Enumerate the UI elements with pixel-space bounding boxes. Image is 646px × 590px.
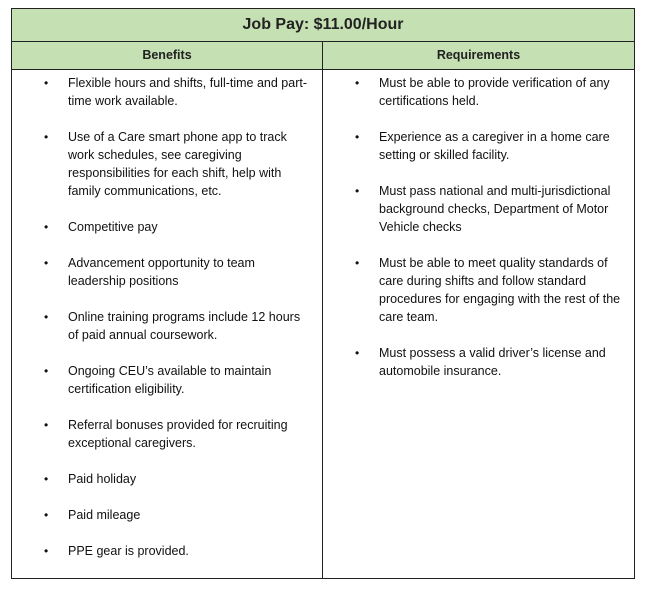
requirement-item-text: Must possess a valid driver’s license and automobile insurance. [379, 346, 606, 378]
bullet-icon: • [44, 310, 49, 324]
requirement-item-text: Must be able to provide verification of any certifications held. [379, 76, 610, 108]
benefit-item [12, 542, 310, 560]
benefit-item [12, 416, 310, 452]
job-table [11, 8, 635, 579]
bullet-icon: • [44, 256, 49, 270]
benefit-item-text: Flexible hours and shifts, full-time and part-time work available. [68, 76, 307, 108]
bullet-icon: • [355, 256, 360, 270]
requirements-cell [323, 70, 634, 578]
benefit-item-text: Advancement opportunity to team leadership positions [68, 256, 255, 288]
bullet-icon: • [44, 544, 49, 558]
job-pay-title-text: Job Pay: $11.00/Hour [242, 15, 404, 33]
benefit-item [12, 362, 310, 398]
benefit-item-text: Use of a Care smart phone app to track work schedules, see caregiving responsibilities for each shift, help with family communications, etc. [68, 130, 287, 198]
benefit-item-text: Referral bonuses provided for recruiting exceptional caregivers. [68, 418, 288, 450]
benefit-item [12, 470, 310, 488]
requirement-item [323, 74, 622, 110]
requirements-header: Requirements [436, 48, 521, 63]
benefit-item-text: Online training programs include 12 hours of paid annual coursework. [68, 310, 301, 342]
benefit-item-text: Paid holiday [68, 472, 137, 486]
benefit-item-text: Ongoing CEU’s available to maintain certification eligibility. [68, 364, 272, 396]
bullet-icon: • [44, 418, 49, 432]
benefit-item [12, 308, 310, 344]
benefit-item [12, 128, 310, 200]
bullet-icon: • [44, 130, 49, 144]
benefits-list [12, 70, 322, 560]
requirement-item-text: Must pass national and multi-jurisdictional background checks, Department of Motor Vehicle checks [379, 184, 611, 234]
benefit-item [12, 74, 310, 110]
table-body-row [12, 70, 634, 578]
bullet-icon: • [44, 364, 49, 378]
bullet-icon: • [44, 472, 49, 486]
requirement-item [323, 344, 622, 380]
bullet-icon: • [355, 346, 360, 360]
requirement-item [323, 254, 622, 326]
requirement-item [323, 128, 622, 164]
benefit-item [12, 506, 310, 524]
benefit-item-text: Paid mileage [68, 508, 141, 522]
requirement-item [323, 182, 622, 236]
bullet-icon: • [44, 76, 49, 90]
benefit-item [12, 254, 310, 290]
bullet-icon: • [44, 220, 49, 234]
benefit-item-text: PPE gear is provided. [68, 544, 189, 558]
bullet-icon: • [355, 76, 360, 90]
bullet-icon: • [44, 508, 49, 522]
requirement-item-text: Experience as a caregiver in a home care setting or skilled facility. [379, 130, 610, 162]
bullet-icon: • [355, 130, 360, 144]
job-pay-title [12, 9, 634, 42]
requirements-list [323, 70, 634, 380]
column-header-row [12, 42, 634, 70]
requirement-item-text: Must be able to meet quality standards of care during shifts and follow standard procedures for engaging with the rest of the care team. [379, 256, 621, 324]
bullet-icon: • [355, 184, 360, 198]
benefit-item [12, 218, 310, 236]
benefits-header: Benefits [12, 42, 323, 69]
benefit-item-text: Competitive pay [68, 220, 158, 234]
benefits-cell [12, 70, 323, 578]
